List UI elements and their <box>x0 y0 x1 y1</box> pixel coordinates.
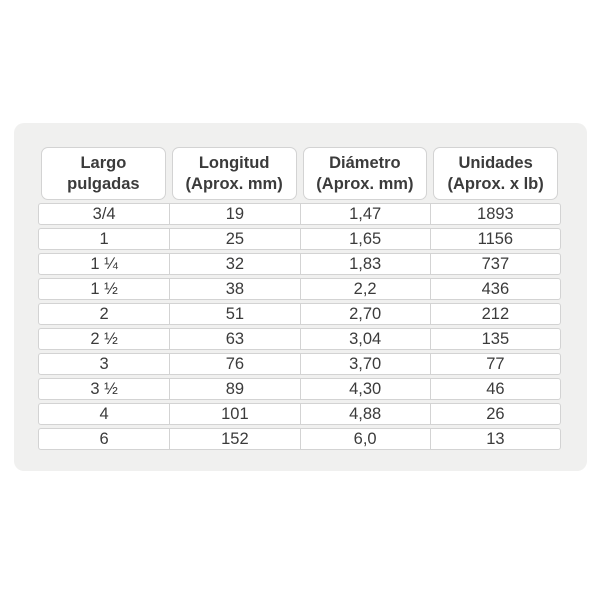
table-cell: 101 <box>169 404 299 424</box>
table-cell: 1,83 <box>300 254 430 274</box>
table-row <box>38 378 561 400</box>
table-cell: 38 <box>169 279 299 299</box>
table-cell: 77 <box>430 354 560 374</box>
table-cell: 4,88 <box>300 404 430 424</box>
table-cell: 89 <box>169 379 299 399</box>
column-header-line2: (Aprox. x lb) <box>447 174 544 193</box>
table-cell: 4,30 <box>300 379 430 399</box>
column-header-3 <box>303 147 428 200</box>
table-cell: 3,04 <box>300 329 430 349</box>
table-cell: 63 <box>169 329 299 349</box>
table-cell: 3,70 <box>300 354 430 374</box>
column-header-line1: Diámetro <box>329 153 401 172</box>
table-cell: 51 <box>169 304 299 324</box>
table-cell: 135 <box>430 329 560 349</box>
table-header <box>38 147 561 200</box>
table-row <box>38 303 561 325</box>
table-cell: 2 ½ <box>90 330 118 349</box>
table-cell: 32 <box>169 254 299 274</box>
table-cell: 4 <box>99 405 109 424</box>
table-cell: 2,2 <box>300 279 430 299</box>
table-cell: 26 <box>430 404 560 424</box>
column-header-line1: Largo <box>80 153 127 172</box>
table-cell: 3 <box>99 355 109 374</box>
table-cell: 13 <box>430 429 560 449</box>
table-cell: 19 <box>169 204 299 224</box>
column-header-line2: (Aprox. mm) <box>316 174 414 193</box>
table-cell: 2,70 <box>300 304 430 324</box>
table-row <box>38 353 561 375</box>
table-cell: 737 <box>430 254 560 274</box>
table-cell: 76 <box>169 354 299 374</box>
table-cell: 152 <box>169 429 299 449</box>
table-cell: 3/4 <box>92 205 116 224</box>
column-header-line1: Longitud <box>198 153 270 172</box>
table-row <box>38 228 561 250</box>
table-row <box>38 253 561 275</box>
column-header-2 <box>172 147 297 200</box>
table-cell: 212 <box>430 304 560 324</box>
table-cell: 6,0 <box>300 429 430 449</box>
table-row <box>38 203 561 225</box>
size-chart-panel <box>14 123 587 471</box>
table-cell: 436 <box>430 279 560 299</box>
table-body <box>38 203 561 450</box>
table-cell: 1 <box>99 230 109 249</box>
table-cell: 1156 <box>430 229 560 249</box>
column-header-line1: Unidades <box>458 153 533 172</box>
table-cell: 1,65 <box>300 229 430 249</box>
column-header-4 <box>433 147 558 200</box>
table-cell: 1 ¼ <box>90 255 118 274</box>
table-cell: 46 <box>430 379 560 399</box>
table-row <box>38 428 561 450</box>
table-row <box>38 328 561 350</box>
table-cell: 1893 <box>430 204 560 224</box>
table-cell: 3 ½ <box>90 380 118 399</box>
table-row <box>38 403 561 425</box>
table-row <box>38 278 561 300</box>
table-cell: 25 <box>169 229 299 249</box>
column-header-line2: (Aprox. mm) <box>185 174 283 193</box>
table-cell: 1 ½ <box>90 280 118 299</box>
column-header-1 <box>41 147 166 200</box>
column-header-line2: pulgadas <box>67 174 140 193</box>
table-cell: 1,47 <box>300 204 430 224</box>
table-cell: 2 <box>99 305 109 324</box>
table-cell: 6 <box>99 430 109 449</box>
